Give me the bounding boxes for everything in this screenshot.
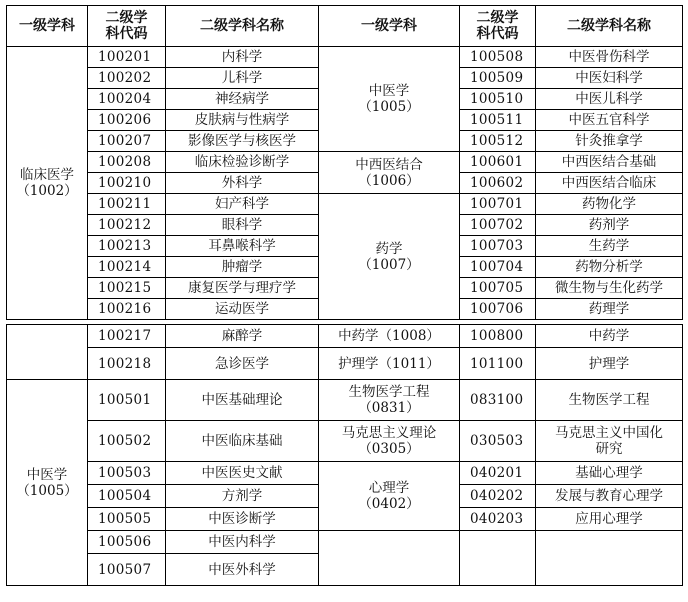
- name-cell: 针灸推拿学: [536, 131, 683, 152]
- code-cell: 100704: [460, 257, 536, 278]
- code-cell: 030503: [460, 421, 536, 462]
- code-cell: 100213: [88, 236, 166, 257]
- name-cell: 儿科学: [166, 68, 319, 89]
- code-cell: 100701: [460, 194, 536, 215]
- name-cell: 眼科学: [166, 215, 319, 236]
- name-cell: 急诊医学: [166, 348, 319, 380]
- header-second-name-right: 二级学科名称: [536, 6, 683, 47]
- name-cell: 药理学: [536, 299, 683, 320]
- code-cell: 100507: [88, 554, 166, 586]
- name-cell: 妇产科学: [166, 194, 319, 215]
- table-row: [7, 380, 683, 421]
- name-cell: 中医妇科学: [536, 68, 683, 89]
- name-cell: 中医儿科学: [536, 89, 683, 110]
- code-cell: 100502: [88, 421, 166, 462]
- code-cell: 100211: [88, 194, 166, 215]
- code-cell: 100602: [460, 173, 536, 194]
- name-cell: 外科学: [166, 173, 319, 194]
- first-discipline-cell: 中医学 （1005）: [319, 47, 460, 152]
- empty-cell: [536, 531, 683, 586]
- name-cell: 中医诊断学: [166, 508, 319, 531]
- name-cell: 生药学: [536, 236, 683, 257]
- code-cell: 100703: [460, 236, 536, 257]
- name-cell: 神经病学: [166, 89, 319, 110]
- code-cell: 100509: [460, 68, 536, 89]
- first-discipline-cell: 临床医学 （1002）: [7, 47, 88, 320]
- name-cell: 药物化学: [536, 194, 683, 215]
- code-cell: 100218: [88, 348, 166, 380]
- first-discipline-cell: 生物医学工程 （0831）: [319, 380, 460, 421]
- name-cell: 发展与教育心理学: [536, 485, 683, 508]
- code-cell: 100212: [88, 215, 166, 236]
- code-cell: 100510: [460, 89, 536, 110]
- name-cell: 康复医学与理疗学: [166, 278, 319, 299]
- empty-cell: [460, 531, 536, 586]
- name-cell: 应用心理学: [536, 508, 683, 531]
- code-cell: 100706: [460, 299, 536, 320]
- table-row: [7, 348, 683, 380]
- first-discipline-cell: 马克思主义理论 （0305）: [319, 421, 460, 462]
- code-cell: 100506: [88, 531, 166, 554]
- code-cell: 100705: [460, 278, 536, 299]
- header-second-code-right: 二级学 科代码: [460, 6, 536, 47]
- header-first-discipline-right: 一级学科: [319, 6, 460, 47]
- code-cell: 100601: [460, 152, 536, 173]
- first-discipline-cell: 中医学 （1005）: [7, 380, 88, 586]
- name-cell: 微生物与生化药学: [536, 278, 683, 299]
- name-cell: 运动医学: [166, 299, 319, 320]
- code-cell: 100210: [88, 173, 166, 194]
- first-discipline-cell: 中西医结合 （1006）: [319, 152, 460, 194]
- table-row: [7, 462, 683, 485]
- header-row: [7, 6, 683, 47]
- first-discipline-cell: 中药学（1008）: [319, 325, 460, 348]
- name-cell: 方剂学: [166, 485, 319, 508]
- name-cell: 中药学: [536, 325, 683, 348]
- header-second-code: 二级学 科代码: [88, 6, 166, 47]
- code-cell: 100508: [460, 47, 536, 68]
- name-cell: 中医内科学: [166, 531, 319, 554]
- name-cell: 基础心理学: [536, 462, 683, 485]
- code-cell: 100501: [88, 380, 166, 421]
- name-cell: 耳鼻喉科学: [166, 236, 319, 257]
- code-cell: 100207: [88, 131, 166, 152]
- code-cell: 040201: [460, 462, 536, 485]
- name-cell: 中西医结合基础: [536, 152, 683, 173]
- table-row: [7, 421, 683, 462]
- first-discipline-cell-empty: [7, 325, 88, 380]
- first-discipline-cell: 心理学 （0402）: [319, 462, 460, 531]
- name-cell: 药剂学: [536, 215, 683, 236]
- table-row: [7, 152, 683, 173]
- name-cell: 药物分析学: [536, 257, 683, 278]
- name-cell: 内科学: [166, 47, 319, 68]
- name-cell: 影像医学与核医学: [166, 131, 319, 152]
- code-cell: 100215: [88, 278, 166, 299]
- code-cell: 100504: [88, 485, 166, 508]
- code-cell: 101100: [460, 348, 536, 380]
- name-cell: 皮肤病与性病学: [166, 110, 319, 131]
- empty-cell: [319, 531, 460, 586]
- name-cell: 中西医结合临床: [536, 173, 683, 194]
- table-row: [7, 531, 683, 554]
- first-discipline-cell: 药学 （1007）: [319, 194, 460, 320]
- code-cell: 100202: [88, 68, 166, 89]
- header-first-discipline: 一级学科: [7, 6, 88, 47]
- name-cell: 马克思主义中国化 研究: [536, 421, 683, 462]
- first-discipline-cell: 护理学（1011）: [319, 348, 460, 380]
- name-cell: 中医骨伤科学: [536, 47, 683, 68]
- table-row: [7, 47, 683, 68]
- code-cell: 100512: [460, 131, 536, 152]
- name-cell: 肿瘤学: [166, 257, 319, 278]
- discipline-table-container: [6, 5, 682, 586]
- code-cell: 100208: [88, 152, 166, 173]
- name-cell: 中医医史文献: [166, 462, 319, 485]
- code-cell: 100800: [460, 325, 536, 348]
- name-cell: 中医外科学: [166, 554, 319, 586]
- code-cell: 040202: [460, 485, 536, 508]
- name-cell: 生物医学工程: [536, 380, 683, 421]
- code-cell: 100505: [88, 508, 166, 531]
- name-cell: 麻醉学: [166, 325, 319, 348]
- code-cell: 100217: [88, 325, 166, 348]
- name-cell: 临床检验诊断学: [166, 152, 319, 173]
- name-cell: 中医基础理论: [166, 380, 319, 421]
- table-row: [7, 325, 683, 348]
- code-cell: 100206: [88, 110, 166, 131]
- code-cell: 100216: [88, 299, 166, 320]
- code-cell: 100204: [88, 89, 166, 110]
- code-cell: 100702: [460, 215, 536, 236]
- code-cell: 040203: [460, 508, 536, 531]
- code-cell: 083100: [460, 380, 536, 421]
- discipline-table: [6, 5, 683, 586]
- code-cell: 100201: [88, 47, 166, 68]
- table-row: [7, 194, 683, 215]
- header-second-name: 二级学科名称: [166, 6, 319, 47]
- code-cell: 100214: [88, 257, 166, 278]
- name-cell: 护理学: [536, 348, 683, 380]
- name-cell: 中医临床基础: [166, 421, 319, 462]
- name-cell: 中医五官科学: [536, 110, 683, 131]
- code-cell: 100511: [460, 110, 536, 131]
- code-cell: 100503: [88, 462, 166, 485]
